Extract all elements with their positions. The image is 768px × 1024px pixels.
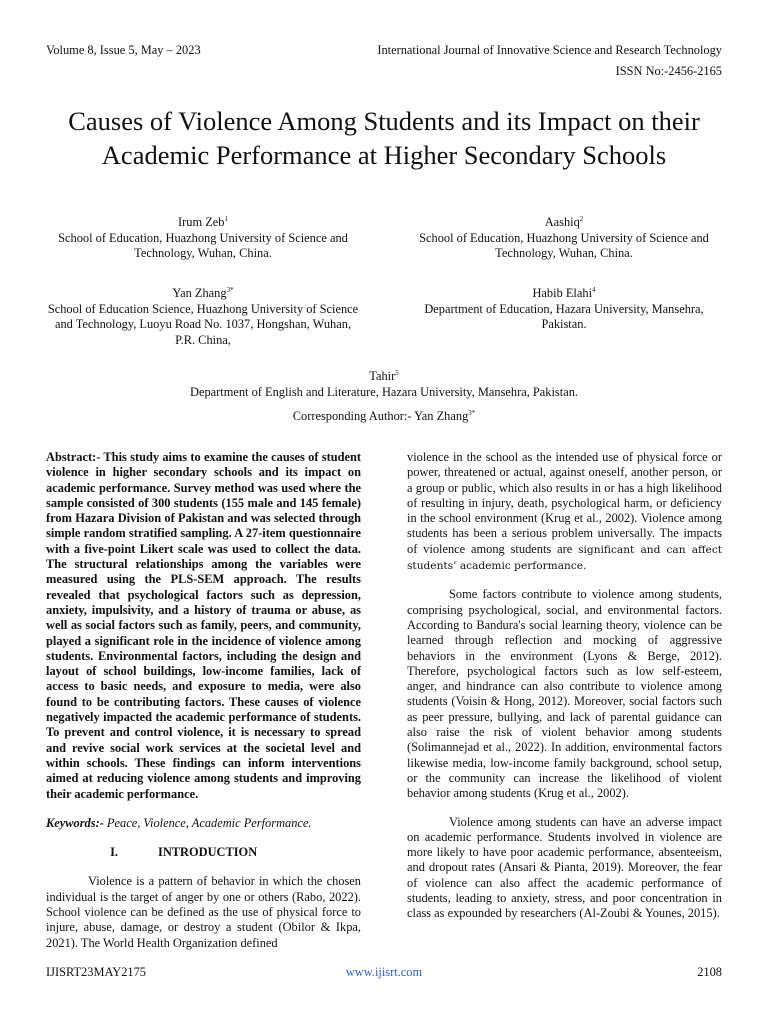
author-affiliation: School of Education Science, Huazhong University of Science and Technology, Luoyu Road No. 1037, Hongshan, Wuhan, P.R. China, — [47, 301, 359, 347]
author-name: Aashiq$^2$ — [544, 215, 584, 230]
author-affiliation: School of Education, Huazhong University of Science and Technology, Wuhan, China. — [419, 230, 709, 261]
keywords-text: Peace, Violence, Academic Performance. — [103, 815, 312, 830]
paper-code: IJISRT23MAY2175 — [46, 965, 147, 979]
author-name: Habib Elahi$^4$ — [532, 286, 596, 301]
issn: ISSN No:-2456-2165 — [615, 64, 722, 78]
author-name: Tahir$^5$ — [369, 369, 399, 384]
author-block — [407, 283, 721, 333]
keywords — [46, 816, 361, 831]
author-affiliation: Department of Education, Hazara University, Mansehra, Pakistan. — [424, 301, 704, 332]
paper-title: Causes of Violence Among Students and its Impact on their Academic Performance at Higher Secondary Schools — [68, 105, 700, 170]
volume-info: Volume 8, Issue 5, May – 2023 — [46, 43, 201, 57]
section-number: I. — [110, 845, 118, 860]
author-name: Yan Zhang$^{3*}$ — [172, 286, 234, 301]
keywords-label: Keywords:- — [46, 815, 104, 830]
author-block — [407, 212, 721, 262]
left-column — [46, 450, 361, 951]
author-name: Irum Zeb$^1$ — [178, 215, 228, 230]
intro-paragraph: Violence is a pattern of behavior in which the chosen individual is the target of anger by one or others (Rabo, 2022). School violence can be defined as the use of physical force to injure, abuse, damage, or destroy a student (Obilor & Ikpa, 2021). The World Health Organization defined — [46, 874, 361, 950]
right-column — [407, 450, 722, 922]
author-block — [46, 212, 360, 262]
author-affiliation: School of Education, Huazhong University of Science and Technology, Wuhan, China. — [58, 230, 348, 261]
author-affiliation: Department of English and Literature, Hazara University, Mansehra, Pakistan. — [190, 384, 578, 399]
body-paragraph: violence in the school as the intended use of physical force or power, threatened or actual, against oneself, another person, or a group or public, which also results in or has a high likelihood of resulting in injury, death, psychological harm, or deficiency in the school environment (Krug et al., 2002). Violence among students has been a serious problem universally. The impacts of violence among students are significant and can affect students’ academic performance. — [407, 450, 723, 573]
journal-url-link[interactable]: www.ijisrt.com — [345, 965, 423, 979]
page-number: 2108 — [697, 965, 722, 979]
body-paragraph: Violence among students can have an adverse impact on academic performance. Students involved in violence are more likely to have poor academic performance, absenteeism, and dropout rates (Ansari & Pianta, 2019). Moreover, the fear of violence can also affect the academic performance of students, leading to anxiety, stress, and poor concentration in class as expounded by researchers (Al-Zoubi & Younes, 2015). — [407, 814, 722, 921]
author-block — [46, 366, 722, 400]
body-paragraph: Some factors contribute to violence among students, comprising psychological, social, and environmental factors. According to Bandura's social learning theory, violence can be learned through reflection and mocking of aggressive behaviors in the environment (Lyons & Berge, 2012). Therefore, psychological factors such as low self-esteem, anger, and hindrance can also contribute to violence among students (Voisin & Hong, 2012). Moreover, social factors such as peer pressure, bullying, and lack of parental guidance can also raise the risk of violent behavior among students (Solimannejad et al., 2022). In addition, environmental factors likewise media, low-income family background, school setup, or the community can increase the likelihood of violent behavior among students (Krug et al., 2002). — [407, 587, 722, 801]
section-heading — [46, 845, 361, 860]
author-block — [46, 283, 360, 348]
corresponding-author: Corresponding Author:- Yan Zhang$^{3*}$ — [292, 409, 476, 424]
section-title: INTRODUCTION — [158, 845, 258, 860]
journal-name: International Journal of Innovative Science and Research Technology — [377, 43, 722, 57]
abstract: Abstract:- This study aims to examine the causes of student violence in higher secondary schools and its impact on academic performance. Survey method was used where the sample consisted of 300 students (155 male and 145 female) from Hazara Division of Pakistan and was selected through simple random stratified sampling. A 27-item questionnaire with a five-point Likert scale was used to collect the data. The structural relationships among the variables were measured using the PLS-SEM approach. The results revealed that psychological factors such as depression, anxiety, impulsivity, and a history of trauma or abuse, as well as social factors such as family, peers, and community, played a significant role in the incidence of violence among students. Environmental factors, including the design and layout of school buildings, low-income families, lack of access to basic needs, and exposure to media, were also found to be contributing factors. These causes of violence negatively impacted the academic performance of students. To prevent and control violence, it is necessary to spread and revive social work services at the societal level and within schools. These findings can inform interventions aimed at reducing violence among students and improving their academic performance. — [46, 450, 361, 801]
